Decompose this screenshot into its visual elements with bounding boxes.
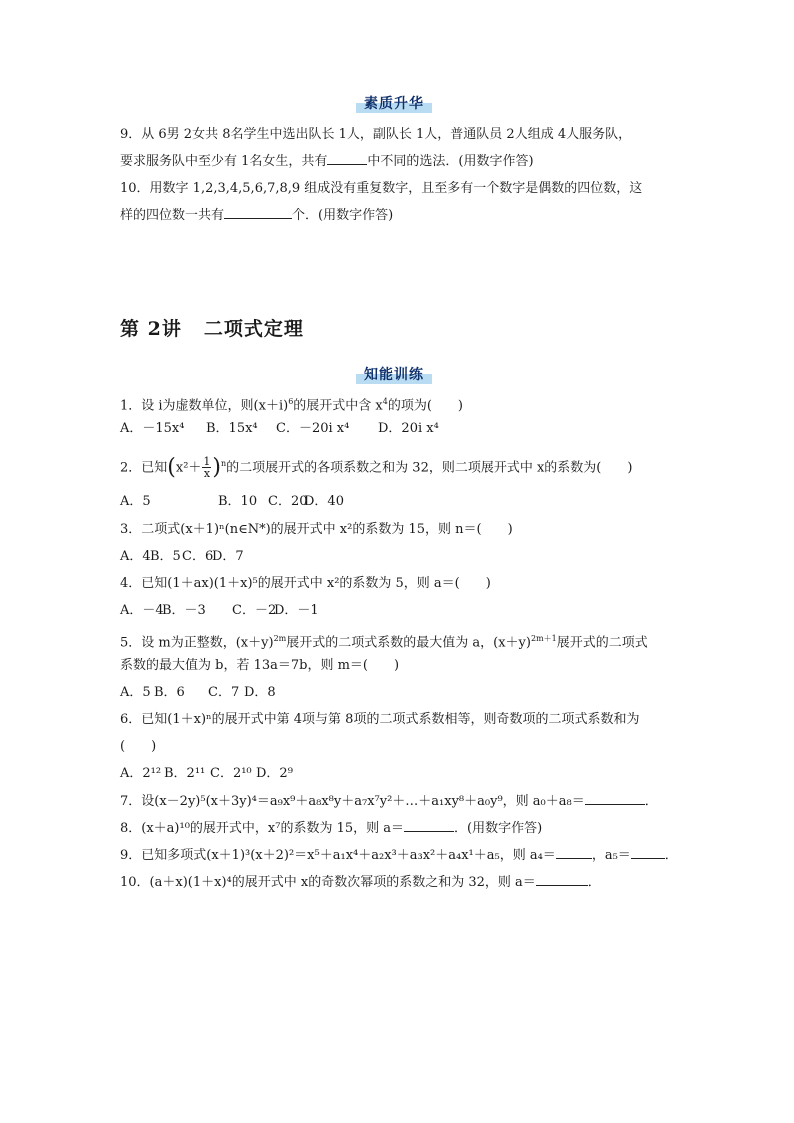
question-1-options [120, 420, 439, 438]
question-3-options [120, 548, 244, 566]
option-d: D．7 [212, 549, 244, 564]
answer-blank [631, 846, 665, 859]
answer-blank [536, 873, 588, 886]
option-c: C．2¹⁰ [210, 766, 252, 781]
option-c: C．－20i x⁴ [276, 421, 350, 436]
question-9-line-2: 要求服务队中至少有 1名女生，共有 中不同的选法．(用数字作答) [120, 154, 534, 169]
question-2-options [120, 493, 344, 511]
option-c: C．－2 [232, 603, 277, 618]
option-a: A．－4 [120, 603, 164, 618]
option-d: D．20i x⁴ [378, 421, 439, 436]
question-6-options [120, 765, 293, 783]
question-5-line-1: 5．设 m为正整数，$(x+y)^{2m}$展开式的二项式系数的最大值为 a，$(x+y)^{2m+1}$展开式的二项式 [120, 634, 648, 651]
question-10-line-1: 10．用数字 1,2,3,4,5,6,7,8,9 组成没有重复数字，且至多有一个数字是偶数的四位数，这 [120, 181, 643, 196]
option-b: B．2¹¹ [164, 766, 206, 781]
answer-blank [224, 206, 292, 219]
question-5-options [120, 684, 276, 702]
question-9: 9．已知多项式(x＋1)³(x＋2)²＝x⁵＋a₁x⁴＋a₂x³＋a₃x²＋a₄x¹＋a₅，则 a₄＝ ，a₅＝ ． [120, 848, 678, 863]
option-c: C．7 [208, 685, 240, 700]
question-4-options [120, 602, 319, 620]
question-10-line-2: 样的四位数一共有 个．(用数字作答) [120, 208, 394, 223]
option-a: A．4 [120, 549, 151, 564]
answer-blank [404, 819, 454, 832]
option-b: B．－3 [162, 603, 206, 618]
option-d: D．40 [304, 494, 344, 509]
option-b: B．5 [150, 549, 181, 564]
question-4: 4．已知(1＋ax)(1＋x)⁵的展开式中 x²的系数为 5，则 a＝( ) [120, 576, 491, 591]
option-a: A．2¹² [120, 766, 162, 781]
question-3: 3．二项式(x＋1)ⁿ(n∈N*)的展开式中 x²的系数为 15，则 n＝( ) [120, 522, 513, 537]
fraction: $\frac{1}{x}$ [203, 455, 211, 481]
section-badge-quality: 素质升华 [356, 95, 432, 113]
option-c: C．20 [268, 494, 308, 509]
answer-blank [327, 152, 367, 165]
question-5-line-2: 系数的最大值为 b，若 13a＝7b，则 m＝( ) [120, 658, 400, 673]
option-b: B．10 [218, 494, 258, 509]
option-b: B．6 [154, 685, 185, 700]
option-d: D．2⁹ [256, 766, 293, 781]
question-6-line-2: ( ) [120, 739, 157, 754]
question-6-line-1: 6．已知(1＋x)ⁿ的展开式中第 4项与第 8项的二项式系数相等，则奇数项的二项式系数和为 [120, 712, 640, 727]
question-8: 8．(x＋a)¹⁰的展开式中，x⁷的系数为 15，则 a＝ ．(用数字作答) [120, 821, 543, 836]
option-d: D．8 [244, 685, 276, 700]
option-d: D．－1 [274, 603, 319, 618]
lecture-heading [120, 314, 304, 341]
answer-blank [556, 846, 592, 859]
question-1: 1．设 i为虚数单位，则$(x+i)^6$的展开式中含 $x^4$的项为( ) [120, 397, 464, 414]
option-b: B．15x⁴ [206, 421, 258, 436]
answer-blank [585, 792, 645, 805]
question-9-line-1: 9．从 6男 2女共 8名学生中选出队长 1人，副队长 1人，普通队员 2人组成 4人服务队， [120, 127, 632, 142]
option-a: A．5 [120, 685, 151, 700]
option-a: A．－15x⁴ [120, 421, 185, 436]
question-2: 2．已知(x²＋ $\frac{1}{x}$ )$^n$的二项展开式的各项系数之和为 32，则二项展开式中 x的系数为( ) [120, 454, 633, 481]
section-badge-training: 知能训练 [356, 366, 432, 384]
lecture-number: 第 2讲 [120, 318, 182, 340]
option-c: C．6 [182, 549, 214, 564]
question-7: 7．设(x－2y)⁵(x＋3y)⁴＝a₉x⁹＋a₈x⁸y＋a₇x⁷y²＋…＋a₁xy⁸＋a₀y⁹，则 a₀＋a₈＝ ． [120, 794, 658, 809]
option-a: A．5 [120, 494, 151, 509]
question-10: 10．(a＋x)(1＋x)⁴的展开式中 x的奇数次幂项的系数之和为 32，则 a＝ ． [120, 875, 601, 890]
lecture-title: 二项式定理 [203, 318, 304, 340]
